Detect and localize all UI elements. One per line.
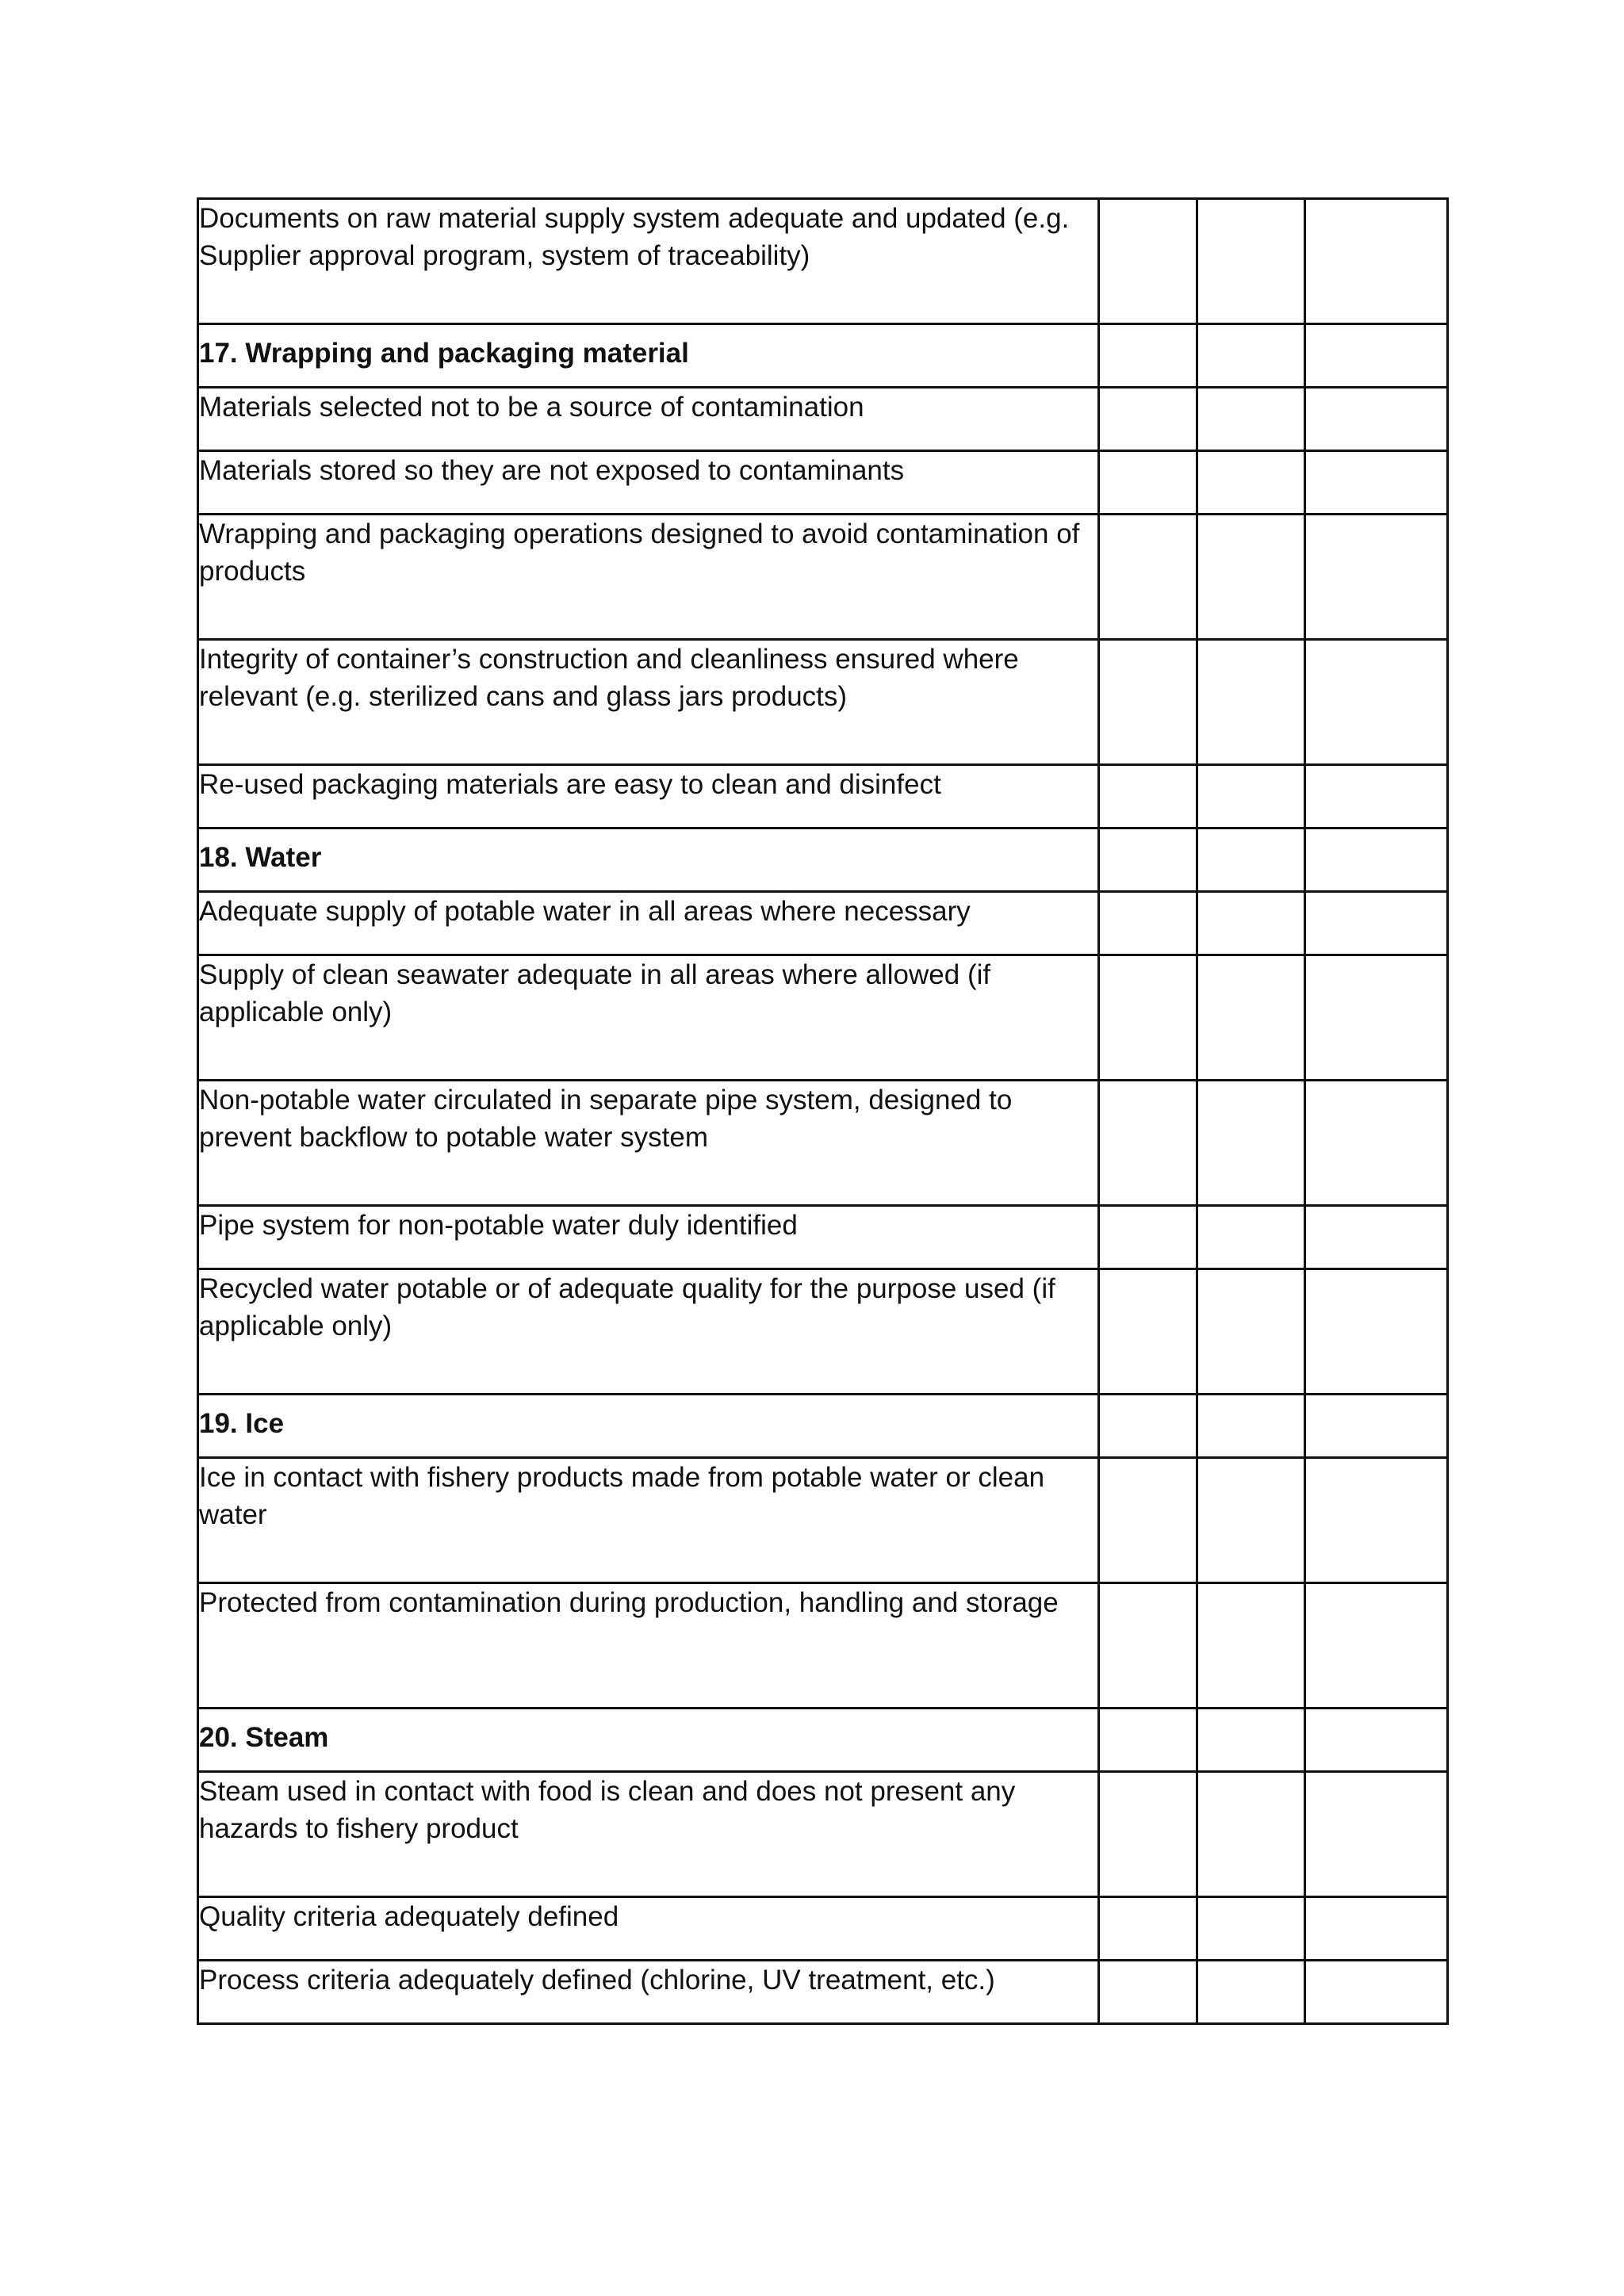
checklist-first-check-cell[interactable] bbox=[1099, 1206, 1197, 1269]
checklist-second-check-cell[interactable] bbox=[1197, 1772, 1305, 1897]
section-header-row bbox=[198, 1395, 1448, 1458]
section-header-row bbox=[198, 828, 1448, 892]
checklist-body bbox=[198, 199, 1448, 2024]
checklist-third-check-cell[interactable] bbox=[1305, 324, 1448, 388]
checklist-third-check-cell[interactable] bbox=[1305, 1709, 1448, 1772]
checklist-third-check-cell[interactable] bbox=[1305, 828, 1448, 892]
checklist-item-row bbox=[198, 451, 1448, 515]
checklist-item-row bbox=[198, 1961, 1448, 2024]
checklist-second-check-cell[interactable] bbox=[1197, 388, 1305, 451]
section-header-row bbox=[198, 324, 1448, 388]
checklist-item-text: Materials selected not to be a source of contamination bbox=[198, 388, 1099, 451]
checklist-second-check-cell[interactable] bbox=[1197, 1961, 1305, 2024]
checklist-first-check-cell[interactable] bbox=[1099, 765, 1197, 828]
checklist-item-row bbox=[198, 1458, 1448, 1583]
checklist-second-check-cell[interactable] bbox=[1197, 1897, 1305, 1961]
checklist-item-row bbox=[198, 1269, 1448, 1395]
checklist-first-check-cell[interactable] bbox=[1099, 515, 1197, 640]
checklist-item-row bbox=[198, 1206, 1448, 1269]
checklist-item-text: Pipe system for non-potable water duly identified bbox=[198, 1206, 1099, 1269]
checklist-first-check-cell[interactable] bbox=[1099, 324, 1197, 388]
checklist-item-text: Wrapping and packaging operations designed to avoid contamination of products bbox=[198, 515, 1099, 640]
checklist-second-check-cell[interactable] bbox=[1197, 324, 1305, 388]
checklist-first-check-cell[interactable] bbox=[1099, 199, 1197, 324]
checklist-third-check-cell[interactable] bbox=[1305, 765, 1448, 828]
checklist-first-check-cell[interactable] bbox=[1099, 1395, 1197, 1458]
checklist-item-row bbox=[198, 515, 1448, 640]
checklist-first-check-cell[interactable] bbox=[1099, 1772, 1197, 1897]
checklist-third-check-cell[interactable] bbox=[1305, 1961, 1448, 2024]
checklist-first-check-cell[interactable] bbox=[1099, 1583, 1197, 1709]
checklist-third-check-cell[interactable] bbox=[1305, 515, 1448, 640]
checklist-item-text: Supply of clean seawater adequate in all areas where allowed (if applicable only) bbox=[198, 955, 1099, 1081]
section-title: 18. Water bbox=[198, 828, 1099, 892]
checklist-item-text: Documents on raw material supply system adequate and updated (e.g. Supplier approval program, system of traceability) bbox=[198, 199, 1099, 324]
checklist-third-check-cell[interactable] bbox=[1305, 1081, 1448, 1206]
checklist-item-text: Adequate supply of potable water in all areas where necessary bbox=[198, 892, 1099, 955]
checklist-first-check-cell[interactable] bbox=[1099, 388, 1197, 451]
checklist-third-check-cell[interactable] bbox=[1305, 1206, 1448, 1269]
checklist-second-check-cell[interactable] bbox=[1197, 765, 1305, 828]
checklist-first-check-cell[interactable] bbox=[1099, 1269, 1197, 1395]
checklist-second-check-cell[interactable] bbox=[1197, 892, 1305, 955]
checklist-item-row bbox=[198, 955, 1448, 1081]
inspection-checklist-table bbox=[197, 197, 1449, 2025]
section-title: 20. Steam bbox=[198, 1709, 1099, 1772]
checklist-third-check-cell[interactable] bbox=[1305, 1458, 1448, 1583]
checklist-item-text: Quality criteria adequately defined bbox=[198, 1897, 1099, 1961]
checklist-third-check-cell[interactable] bbox=[1305, 640, 1448, 765]
checklist-first-check-cell[interactable] bbox=[1099, 1897, 1197, 1961]
checklist-second-check-cell[interactable] bbox=[1197, 1583, 1305, 1709]
checklist-item-row bbox=[198, 1081, 1448, 1206]
checklist-third-check-cell[interactable] bbox=[1305, 1269, 1448, 1395]
checklist-item-row bbox=[198, 892, 1448, 955]
checklist-first-check-cell[interactable] bbox=[1099, 1458, 1197, 1583]
checklist-item-row bbox=[198, 1583, 1448, 1709]
checklist-third-check-cell[interactable] bbox=[1305, 892, 1448, 955]
checklist-first-check-cell[interactable] bbox=[1099, 1709, 1197, 1772]
checklist-item-row bbox=[198, 1897, 1448, 1961]
checklist-item-row bbox=[198, 1772, 1448, 1897]
checklist-first-check-cell[interactable] bbox=[1099, 1961, 1197, 2024]
checklist-first-check-cell[interactable] bbox=[1099, 640, 1197, 765]
checklist-item-row bbox=[198, 765, 1448, 828]
checklist-item-row bbox=[198, 640, 1448, 765]
checklist-item-text: Integrity of container’s construction and cleanliness ensured where relevant (e.g. sterilized cans and glass jars products) bbox=[198, 640, 1099, 765]
checklist-item-row bbox=[198, 199, 1448, 324]
checklist-item-text: Process criteria adequately defined (chlorine, UV treatment, etc.) bbox=[198, 1961, 1099, 2024]
checklist-item-text: Protected from contamination during production, handling and storage bbox=[198, 1583, 1099, 1709]
checklist-third-check-cell[interactable] bbox=[1305, 199, 1448, 324]
checklist-second-check-cell[interactable] bbox=[1197, 955, 1305, 1081]
checklist-first-check-cell[interactable] bbox=[1099, 1081, 1197, 1206]
checklist-third-check-cell[interactable] bbox=[1305, 1772, 1448, 1897]
checklist-first-check-cell[interactable] bbox=[1099, 828, 1197, 892]
checklist-second-check-cell[interactable] bbox=[1197, 1081, 1305, 1206]
checklist-third-check-cell[interactable] bbox=[1305, 1897, 1448, 1961]
checklist-second-check-cell[interactable] bbox=[1197, 1206, 1305, 1269]
checklist-second-check-cell[interactable] bbox=[1197, 1269, 1305, 1395]
checklist-first-check-cell[interactable] bbox=[1099, 955, 1197, 1081]
checklist-second-check-cell[interactable] bbox=[1197, 1395, 1305, 1458]
checklist-second-check-cell[interactable] bbox=[1197, 1458, 1305, 1583]
checklist-item-row bbox=[198, 388, 1448, 451]
checklist-third-check-cell[interactable] bbox=[1305, 1395, 1448, 1458]
checklist-third-check-cell[interactable] bbox=[1305, 388, 1448, 451]
checklist-item-text: Materials stored so they are not exposed to contaminants bbox=[198, 451, 1099, 515]
checklist-second-check-cell[interactable] bbox=[1197, 451, 1305, 515]
section-title: 19. Ice bbox=[198, 1395, 1099, 1458]
checklist-second-check-cell[interactable] bbox=[1197, 515, 1305, 640]
checklist-item-text: Ice in contact with fishery products made from potable water or clean water bbox=[198, 1458, 1099, 1583]
checklist-second-check-cell[interactable] bbox=[1197, 199, 1305, 324]
checklist-item-text: Non-potable water circulated in separate pipe system, designed to prevent backflow to potable water system bbox=[198, 1081, 1099, 1206]
section-title: 17. Wrapping and packaging material bbox=[198, 324, 1099, 388]
checklist-item-text: Re-used packaging materials are easy to clean and disinfect bbox=[198, 765, 1099, 828]
section-header-row bbox=[198, 1709, 1448, 1772]
checklist-second-check-cell[interactable] bbox=[1197, 640, 1305, 765]
checklist-first-check-cell[interactable] bbox=[1099, 451, 1197, 515]
checklist-first-check-cell[interactable] bbox=[1099, 892, 1197, 955]
checklist-second-check-cell[interactable] bbox=[1197, 828, 1305, 892]
checklist-item-text: Recycled water potable or of adequate quality for the purpose used (if applicable only) bbox=[198, 1269, 1099, 1395]
checklist-third-check-cell[interactable] bbox=[1305, 451, 1448, 515]
checklist-third-check-cell[interactable] bbox=[1305, 955, 1448, 1081]
checklist-second-check-cell[interactable] bbox=[1197, 1709, 1305, 1772]
checklist-third-check-cell[interactable] bbox=[1305, 1583, 1448, 1709]
checklist-item-text: Steam used in contact with food is clean and does not present any hazards to fishery product bbox=[198, 1772, 1099, 1897]
